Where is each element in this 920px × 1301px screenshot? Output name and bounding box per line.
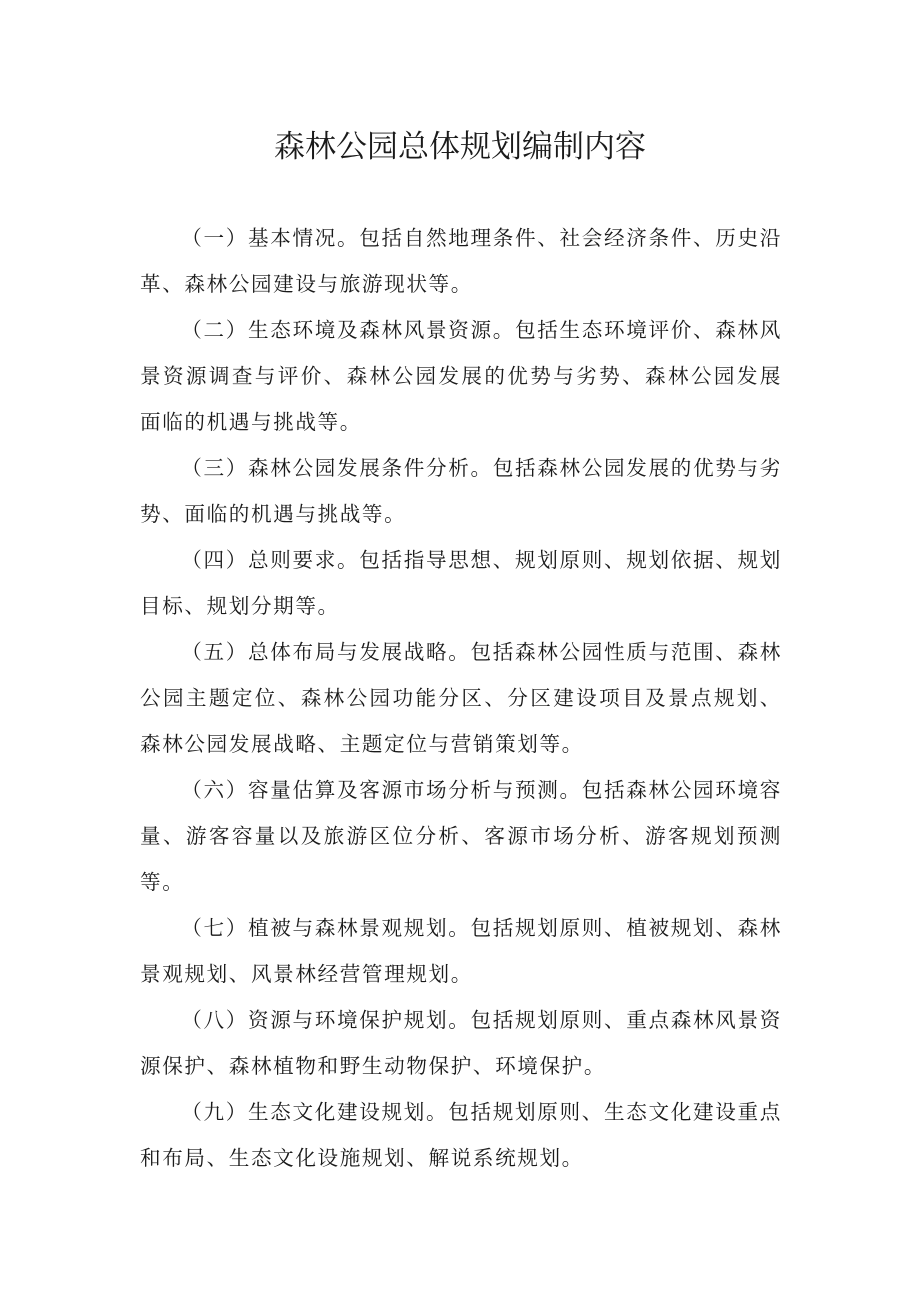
paragraph-eco-culture: （九）生态文化建设规划。包括规划原则、生态文化建设重点和布局、生态文化设施规划、解说系统规划。 <box>140 1100 782 1170</box>
paragraph-capacity-market: （六）容量估算及客源市场分析与预测。包括森林公园环境容量、游客容量以及旅游区位分析、客源市场分析、游客规划预测等。 <box>140 778 782 894</box>
document-title: 森林公园总体规划编制内容 <box>274 129 646 165</box>
paragraph-vegetation-landscape: （七）植被与森林景观规划。包括规划原则、植被规划、森林景观规划、风景林经营管理规划。 <box>140 916 782 986</box>
paragraph-resource-protection: （八）资源与环境保护规划。包括规划原则、重点森林风景资源保护、森林植物和野生动物保护、环境保护。 <box>140 1008 782 1078</box>
paragraph-basic-info: （一）基本情况。包括自然地理条件、社会经济条件、历史沿革、森林公园建设与旅游现状等。 <box>140 226 782 296</box>
document-body <box>140 215 782 1181</box>
paragraph-layout-strategy: （五）总体布局与发展战略。包括森林公园性质与范围、森林公园主题定位、森林公园功能分区、分区建设项目及景点规划、森林公园发展战略、主题定位与营销策划等。 <box>140 640 782 756</box>
paragraph-ecology-resources: （二）生态环境及森林风景资源。包括生态环境评价、森林风景资源调查与评价、森林公园发展的优势与劣势、森林公园发展面临的机遇与挑战等。 <box>140 318 782 434</box>
paragraph-development-conditions: （三）森林公园发展条件分析。包括森林公园发展的优势与劣势、面临的机遇与挑战等。 <box>140 456 782 526</box>
paragraph-general-requirements: （四）总则要求。包括指导思想、规划原则、规划依据、规划目标、规划分期等。 <box>140 548 782 618</box>
